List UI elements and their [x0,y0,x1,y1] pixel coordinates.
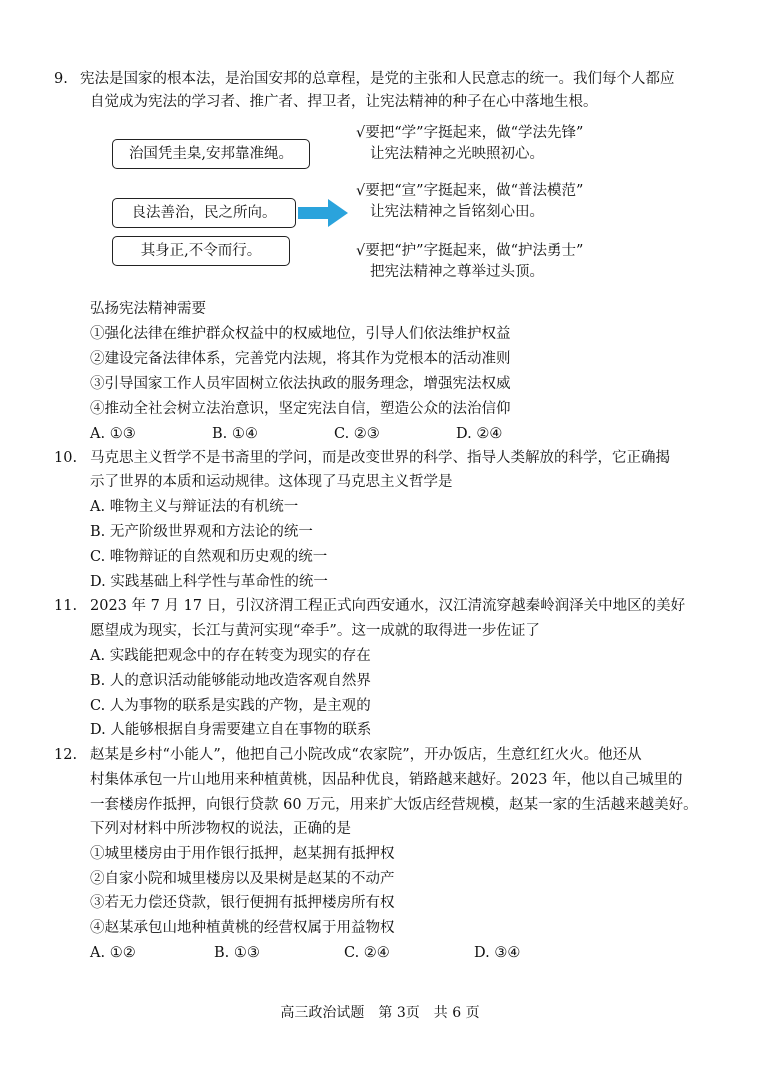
question-9-statement-3: ③引导国家工作人员牢固树立依法执政的服务理念，增强宪法权威 [90,376,511,392]
question-11-option-b[interactable]: B. 人的意识活动能够能动地改造客观自然界 [90,673,371,689]
question-9-statement-1: ①强化法律在维护群众权益中的权威地位，引导人们依法维护权益 [90,326,511,342]
question-12-number: 12. [54,747,78,763]
question-12-statement-1: ①城里楼房由于用作银行抵押，赵某拥有抵押权 [90,846,395,862]
quote-box-2: 良法善治，民之所向。 [112,198,296,228]
quote-box-1: 治国凭圭臬,安邦靠准绳。 [112,139,310,169]
question-11-option-d[interactable]: D. 人能够根据自身需要建立自在事物的联系 [90,722,372,738]
question-12-stem-line1: 12. 赵某是乡村“小能人”，他把自己小院改成“农家院”，开办饭店，生意红红火火。他还从 [54,743,714,768]
question-10-option-b[interactable]: B. 无产阶级世界观和方法论的统一 [90,524,313,540]
right-item-3-line2: 把宪法精神之尊举过头顶。 [370,264,544,280]
question-12-stem-line2: 村集体承包一片山地用来种植黄桃，因品种优良，销路越来越好。2023 年，他以自己城里的 [90,772,683,788]
option-b[interactable]: B. ①③ [214,945,260,961]
option-a[interactable]: A. ①② [90,945,136,961]
question-11-stem-line1: 11. 2023 年 7 月 17 日，引汉济渭工程正式向西安通水，汉江清流穿越秦岭润泽关中地区的美好 [54,594,714,619]
question-9-statement-4: ④推动全社会树立法治意识，坚定宪法自信，塑造公众的法治信仰 [90,401,511,417]
question-9-statement-2: ②建设完备法律体系，完善党内法规，将其作为党根本的活动准则 [90,351,511,367]
right-item-1-line1: √要把“学”字挺起来，做“学法先锋” [356,125,584,141]
question-9-prompt: 弘扬宪法精神需要 [90,301,206,317]
question-9-stem-line2: 自觉成为宪法的学习者、推广者、捍卫者，让宪法精神的种子在心中落地生根。 [90,94,598,110]
right-arrow-icon [298,199,350,227]
page-footer: 高三政治试题 第 3页 共 6 页 [280,1005,480,1021]
question-10-stem-line1: 10. 马克思主义哲学不是书斋里的学问，而是改变世界的科学、指导人类解放的科学，它正确揭 [54,446,714,471]
question-11-number: 11. [54,598,78,614]
option-a[interactable]: A. ①③ [90,426,136,442]
question-12-statement-2: ②自家小院和城里楼房以及果树是赵某的不动产 [90,871,395,887]
question-11-option-a[interactable]: A. 实践能把观念中的存在转变为现实的存在 [90,648,371,664]
question-10-stem-line2: 示了世界的本质和运动规律。这体现了马克思主义哲学是 [90,474,453,490]
question-11-stem-line2: 愿望成为现实，长江与黄河实现“牵手”。这一成就的取得进一步佐证了 [90,623,540,639]
question-9-stem-line1: 9. 宪法是国家的根本法，是治国安邦的总章程，是党的主张和人民意志的统一。我们每个人都应 [54,67,714,92]
question-12-stem-line3: 一套楼房作抵押，向银行贷款 60 万元，用来扩大饭店经营规模，赵某一家的生活越来越美好。 [90,797,698,813]
quote-box-3: 其身正,不令而行。 [112,236,290,266]
question-12-options [90,941,650,965]
question-10-option-d[interactable]: D. 实践基础上科学性与革命性的统一 [90,574,328,590]
option-c[interactable]: C. ②④ [344,945,390,961]
option-d[interactable]: D. ②④ [456,426,503,442]
question-12-statement-4: ④赵某承包山地种植黄桃的经营权属于用益物权 [90,920,395,936]
option-b[interactable]: B. ①④ [212,426,258,442]
question-12-statement-3: ③若无力偿还贷款，银行便拥有抵押楼房所有权 [90,895,395,911]
question-10-option-a[interactable]: A. 唯物主义与辩证法的有机统一 [90,499,299,515]
question-10-option-c[interactable]: C. 唯物辩证的自然观和历史观的统一 [90,549,328,565]
option-c[interactable]: C. ②③ [334,426,380,442]
right-item-1-line2: 让宪法精神之光映照初心。 [370,146,544,162]
question-10-number: 10. [54,450,78,466]
question-9-options [90,422,650,446]
question-11-option-c[interactable]: C. 人为事物的联系是实践的产物，是主观的 [90,698,371,714]
right-item-2-line1: √要把“宣”字挺起来，做“普法模范” [356,183,584,199]
question-12-stem-line4: 下列对材料中所涉物权的说法，正确的是 [90,821,351,837]
right-item-2-line2: 让宪法精神之旨铭刻心田。 [370,204,544,220]
question-9-number: 9. [54,71,68,87]
right-item-3-line1: √要把“护”字挺起来，做“护法勇士” [356,243,584,259]
option-d[interactable]: D. ③④ [474,945,521,961]
